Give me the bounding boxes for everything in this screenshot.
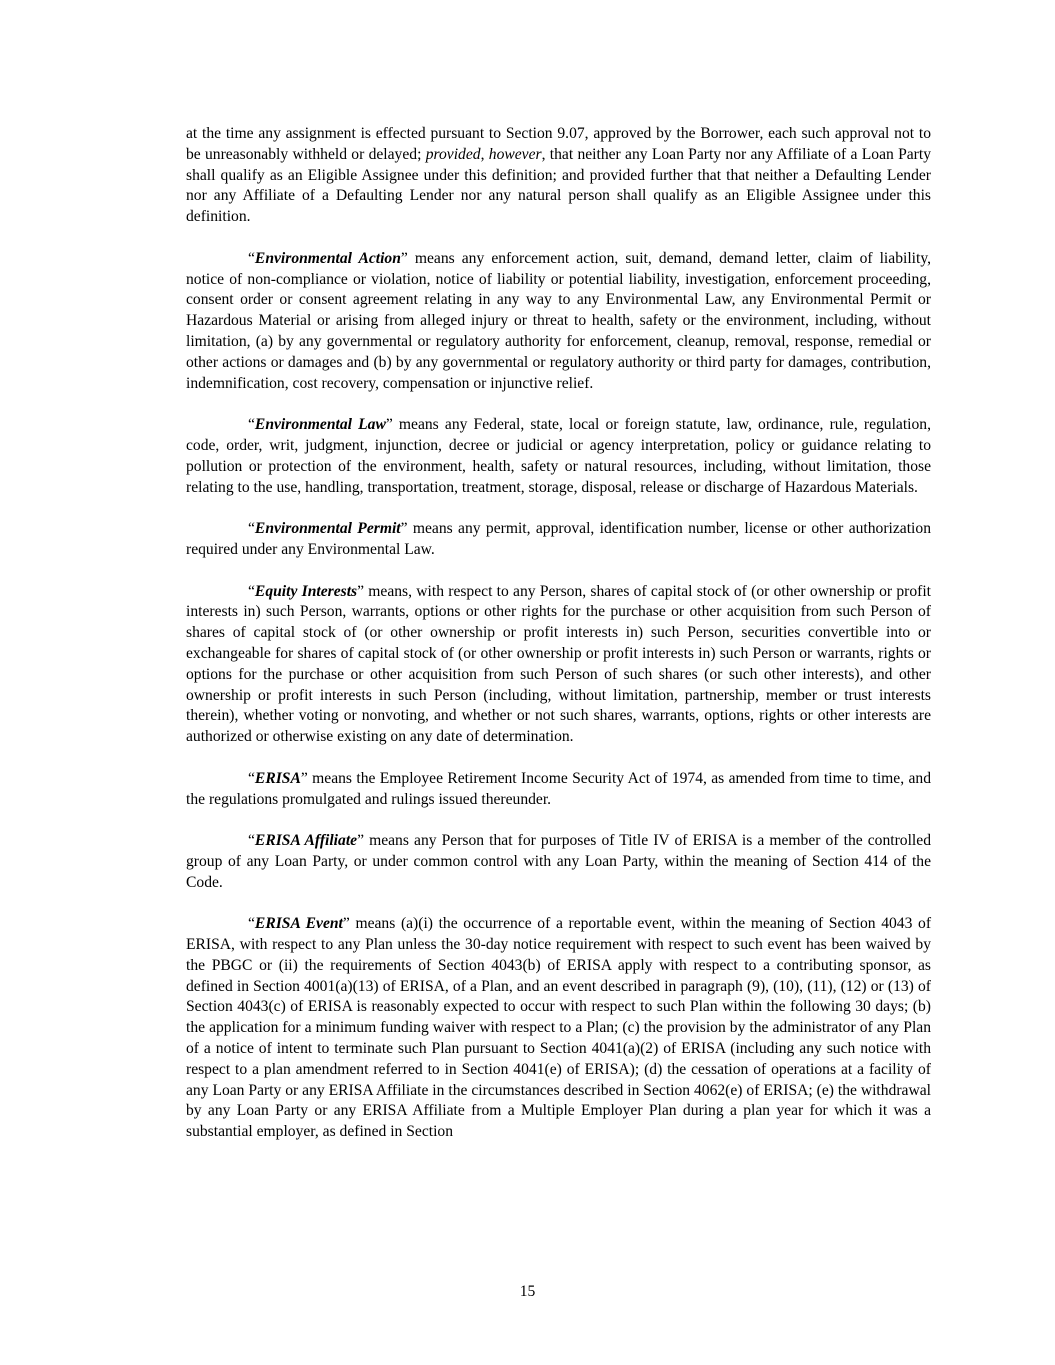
open-quote: “: [248, 915, 255, 933]
definition-environmental-permit: [186, 519, 931, 561]
open-quote: “: [248, 832, 255, 850]
definition-body: ” means any enforcement action, suit, demand, demand letter, claim of liability, notice of non-compliance or violation, notice of liability or potential liability, investigation, enforcement proceeding, consent order or consent agreement relating in any way to any Environmental Law, any Environmental Permit or Hazardous Material or arising from alleged injury or threat to health, safety or the environment, including, without limitation, (a) by any governmental or regulatory authority for enforcement, cleanup, removal, response, remedial or other actions or damages and (b) by any governmental or regulatory authority or third party for damages, contribution, indemnification, cost recovery, compensation or injunctive relief.: [186, 249, 931, 392]
definition-body: ” means any Person that for purposes of Title IV of ERISA is a member of the controlled group of any Loan Party, or under common control with any Loan Party, within the meaning of Section 414 of the Code.: [186, 832, 931, 891]
open-quote: “: [248, 582, 255, 600]
document-page: [186, 124, 931, 1164]
definition-body: ” means any permit, approval, identification number, license or other authorization required under any Environmental Law.: [186, 520, 931, 558]
definition-erisa: [186, 769, 931, 811]
definition-erisa-event: [186, 914, 931, 1143]
definition-environmental-law: [186, 415, 931, 498]
page-number: 15: [519, 1283, 536, 1300]
defined-term: Environmental Law: [254, 416, 386, 434]
defined-term: ERISA Event: [254, 915, 343, 933]
definition-equity-interests: [186, 582, 931, 748]
open-quote: “: [248, 520, 255, 538]
defined-term: Environmental Action: [254, 249, 401, 267]
open-quote: “: [248, 416, 255, 434]
definition-environmental-action: [186, 249, 931, 395]
defined-term: ERISA: [254, 769, 301, 787]
definition-body: ” means (a)(i) the occurrence of a reportable event, within the meaning of Section 4043 of ERISA, with respect to any Plan unless the 30-day notice requirement with respect to such event has been waived by the PBGC or (ii) the requirements of Section 4043(b) of ERISA apply with respect to a contributing sponsor, as defined in Section 4001(a)(13) of ERISA, of a Plan, and an event described in paragraph (9), (10), (11), (12) or (13) of Section 4043(c) of ERISA is reasonably expected to occur with respect to such Plan within the following 30 days; (b) the application for a minimum funding waiver with respect to a Plan; (c) the provision by the administrator of any Plan of a notice of intent to terminate such Plan pursuant to Section 4041(a)(2) of ERISA (including any such notice with respect to a plan amendment referred to in Section 4041(e) of ERISA); (d) the cessation of operations at a facility of any Loan Party or any ERISA Affiliate in the circumstances described in Section 4062(e) of ERISA; (e) the withdrawal by any Loan Party or any ERISA Affiliate from a Multiple Employer Plan during a plan year for which it was a substantial employer, as defined in Section: [186, 915, 932, 1141]
defined-term: Equity Interests: [254, 582, 358, 600]
italic-however: however: [488, 145, 542, 163]
definition-erisa-affiliate: [186, 831, 931, 893]
defined-term: ERISA Affiliate: [254, 832, 358, 850]
text-run: at the time any assignment is effected pursuant to Section 9.07, approved by the Borrower, each such approval not to be unreasonably withheld or delayed;: [186, 125, 931, 163]
definition-body: ” means, with respect to any Person, shares of capital stock of (or other ownership or profit interests in) such Person, warrants, options or other rights for the purchase or other acquisition from such Person of shares of capital stock of (or other ownership or profit interests in) such Person, securities convertible into or exchangeable for shares of capital stock of (or other ownership or profit interests in) such Person or warrants, rights or options for the purchase or other acquisition from such Person of such shares (or such other interests), and other ownership or profit interests in such Person (including, without limitation, partnership, member or trust interests therein), whether voting or nonvoting, and whether or not such shares, warrants, options, rights or other interests are authorized or otherwise existing on any date of determination.: [186, 582, 931, 746]
paragraph-continuation: [186, 124, 931, 228]
definition-body: ” means the Employee Retirement Income Security Act of 1974, as amended from time to time, and the regulations promulgated and rulings issued thereunder.: [186, 769, 931, 808]
definition-body: ” means any Federal, state, local or foreign statute, law, ordinance, rule, regulation, code, order, writ, judgment, injunction, decree or judicial or agency interpretation, policy or guidance relating to pollution or protection of the environment, health, safety or natural resources, including, without limitation, those relating to the use, handling, transportation, treatment, storage, disposal, release or discharge of Hazardous Materials.: [186, 416, 931, 496]
italic-provided: provided: [425, 145, 481, 163]
defined-term: Environmental Permit: [254, 520, 401, 538]
text-run: , that neither any Loan Party nor any Affiliate of a Loan Party shall qualify as an Eligible Assignee under this definition; and provided further that that neither a Defaulting Lender nor any Affiliate of a Defaulting Lender nor any natural person shall qualify as an Eligible Assignee under this definition.: [186, 145, 931, 226]
open-quote: “: [248, 249, 255, 267]
open-quote: “: [248, 769, 255, 787]
text-run: ,: [480, 145, 489, 163]
